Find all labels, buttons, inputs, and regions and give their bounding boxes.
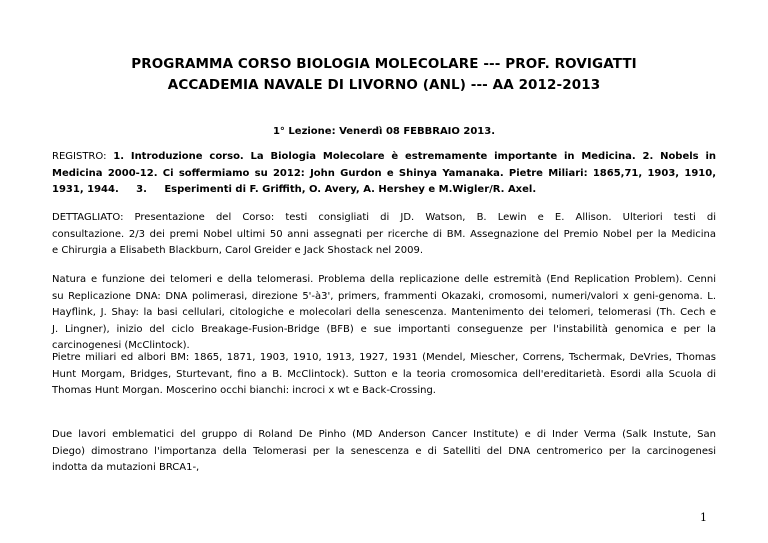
telomeri-line-1: Natura e funzione dei telomeri e della telomerasi. Problema della replicazione delle estremità (End Replication Problem). Cenni [52,274,716,285]
registro-line-2: Medicina 2000-12. Ci soffermiamo su 2012: John Gurdon e Shinya Yamanaka. Pietre Miliari: 1865,71, 1903, 1910, [52,167,716,179]
registro-line-1 [52,149,716,166]
lesson-heading: 1° Lezione: Venerdì 08 FEBBRAIO 2013. [272,126,496,137]
page-number: 1 [700,511,707,524]
due-lavori-line-1: Due lavori emblematici del gruppo di Roland De Pinho (MD Anderson Cancer Institute) e di Inder Verma (Salk Instute, San [52,429,716,440]
document-title-line-1: PROGRAMMA CORSO BIOLOGIA MOLECOLARE --- PROF. ROVIGATTI [131,56,637,72]
document-title-line-2: ACCADEMIA NAVALE DI LIVORNO (ANL) --- AA 2012-2013 [167,77,601,93]
dettagliato-line-1: DETTAGLIATO: Presentazione del Corso: testi consigliati di JD. Watson, B. Lewin e E. Allison. Ulteriori testi di [52,212,716,223]
telomeri-paragraph [52,272,716,355]
pietre-line-2: Hunt Morgam, Bridges, Sturtevant, fino a B. McClintock). Sutton e la teoria cromosomica dell'ereditarietà. Esordi alla Scuola di [52,368,716,380]
registro-paragraph [52,149,716,199]
registro-text-1: 1. Introduzione corso. La Biologia Molecolare è estremamente importante in Medicina. 2. Nobels in [113,151,716,162]
telomeri-line-4: J. Lingner), inizio del ciclo Breakage-Fusion-Bridge (BFB) e sue importanti conseguenze per l'instabilità genomica e per la [52,323,716,335]
pietre-line-3: Thomas Hunt Morgan. Moscerino occhi bianchi: incroci x wt e Back-Crossing. [52,385,436,396]
pietre-miliari-paragraph [52,350,716,400]
registro-label: REGISTRO: [52,151,107,162]
telomeri-line-3: Hayflink, J. Shay: la basi cellulari, citologiche e molecolari della senescenza. Mantenimento dei telomeri, telomerasi (Th. Cech e [52,307,716,318]
due-lavori-line-2: Diego) dimostrano l'importanza della Telomerasi per la senescenza e di Satelliti del DNA centromerico per la carcinogenesi [52,445,716,457]
dettagliato-paragraph [52,210,716,260]
telomeri-line-2: su Replicazione DNA: DNA polimerasi, direzione 5'-à3', primers, frammenti Okazaki, cromosomi, numeri/valori x geni-genoma. L. [52,290,716,302]
due-lavori-paragraph [52,427,716,477]
due-lavori-line-3: indotta da mutazioni BRCA1-, [52,462,200,473]
dettagliato-line-3: e Chirurgia a Elisabeth Blackburn, Carol Greider e Jack Shostack nel 2009. [52,245,423,256]
registro-line-3: 1931, 1944. 3. Esperimenti di F. Griffith, O. Avery, A. Hershey e M.Wigler/R. Axel. [52,184,537,195]
pietre-line-1: Pietre miliari ed albori BM: 1865, 1871, 1903, 1910, 1913, 1927, 1931 (Mendel, Miescher, Correns, Tschermak, DeVries, Thomas [52,352,716,363]
telomeri-line-5: carcinogenesi (McClintock). [52,340,190,351]
dettagliato-line-2: consultazione. 2/3 dei premi Nobel ultimi 50 anni assegnati per ricerche di BM. Assegnazione del Premio Nobel per la Medicina [52,228,716,240]
